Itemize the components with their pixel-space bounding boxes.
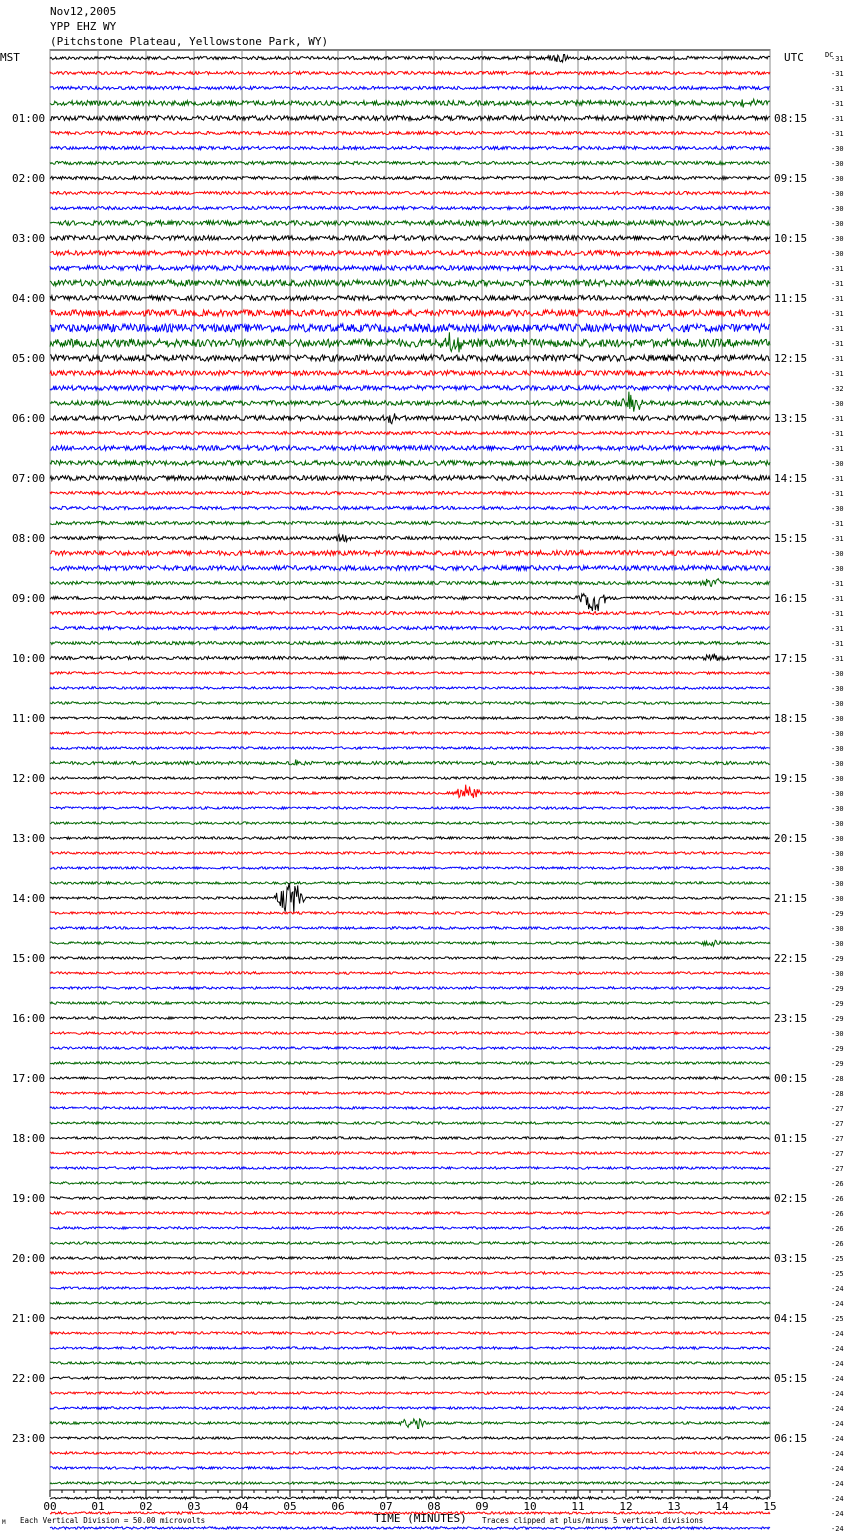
dc-value: -24 bbox=[831, 1390, 844, 1398]
dc-value: -30 bbox=[831, 250, 844, 258]
dc-value: -27 bbox=[831, 1135, 844, 1143]
seismic-trace bbox=[50, 521, 770, 524]
mst-hour-label: 16:00 bbox=[12, 1012, 46, 1025]
seismic-trace bbox=[50, 1407, 770, 1409]
utc-hour-label: 23:15 bbox=[774, 1012, 808, 1025]
footer-right-note: Traces clipped at plus/minus 5 vertical divisions bbox=[482, 1516, 704, 1525]
seismic-trace bbox=[50, 1122, 770, 1124]
dc-value: -31 bbox=[831, 130, 844, 138]
seismic-trace bbox=[50, 1242, 770, 1244]
mst-hour-label: 05:00 bbox=[12, 352, 46, 365]
seismic-trace bbox=[50, 355, 770, 361]
seismic-trace bbox=[50, 280, 770, 286]
mst-hour-label: 01:00 bbox=[12, 112, 46, 125]
seismic-trace bbox=[50, 431, 770, 434]
dc-value: -31 bbox=[831, 355, 844, 363]
utc-hour-label: 19:15 bbox=[774, 772, 808, 785]
seismic-trace bbox=[50, 1227, 770, 1229]
dc-value: -30 bbox=[831, 700, 844, 708]
utc-hour-label: 15:15 bbox=[774, 532, 808, 545]
x-tick-label: 06 bbox=[331, 1500, 345, 1513]
dc-value: -31 bbox=[831, 70, 844, 78]
seismic-trace bbox=[50, 146, 770, 149]
seismic-trace bbox=[50, 594, 770, 611]
utc-hour-label: 11:15 bbox=[774, 292, 808, 305]
seismic-trace bbox=[50, 940, 770, 946]
seismic-trace bbox=[50, 86, 770, 89]
dc-value: -31 bbox=[831, 325, 844, 333]
utc-hour-label: 08:15 bbox=[774, 112, 808, 125]
dc-value: -31 bbox=[831, 475, 844, 483]
seismic-trace bbox=[50, 1377, 770, 1379]
seismic-trace bbox=[50, 912, 770, 914]
seismic-trace bbox=[50, 71, 770, 74]
seismic-trace bbox=[50, 310, 770, 316]
seismic-trace bbox=[50, 1062, 770, 1064]
seismic-trace bbox=[50, 206, 770, 209]
mst-hour-label: 23:00 bbox=[12, 1432, 46, 1445]
dc-value: -29 bbox=[831, 1060, 844, 1068]
utc-hour-label: 20:15 bbox=[774, 832, 808, 845]
dc-value: -31 bbox=[831, 595, 844, 603]
seismic-trace bbox=[50, 1467, 770, 1469]
utc-hour-label: 14:15 bbox=[774, 472, 808, 485]
seismic-trace bbox=[50, 534, 770, 541]
dc-value: -29 bbox=[831, 910, 844, 918]
dc-value: -30 bbox=[831, 460, 844, 468]
dc-value: -27 bbox=[831, 1120, 844, 1128]
dc-value: -27 bbox=[831, 1165, 844, 1173]
dc-value: -24 bbox=[831, 1465, 844, 1473]
dc-value: -30 bbox=[831, 400, 844, 408]
dc-value: -25 bbox=[831, 1270, 844, 1278]
utc-hour-label: 01:15 bbox=[774, 1132, 808, 1145]
time-axis bbox=[43, 1490, 776, 1513]
left-zone-label: MST bbox=[0, 51, 20, 64]
seismic-trace bbox=[50, 1002, 770, 1004]
dc-value: -31 bbox=[831, 370, 844, 378]
dc-value: -31 bbox=[831, 430, 844, 438]
seismic-trace bbox=[50, 1437, 770, 1439]
mst-hour-label: 22:00 bbox=[12, 1372, 46, 1385]
dc-value: -24 bbox=[831, 1510, 844, 1518]
seismic-trace bbox=[50, 611, 770, 614]
dc-value: -30 bbox=[831, 145, 844, 153]
seismic-trace bbox=[50, 747, 770, 749]
dc-value: -30 bbox=[831, 940, 844, 948]
mst-hour-label: 19:00 bbox=[12, 1192, 46, 1205]
seismic-trace bbox=[50, 1107, 770, 1109]
dc-value: -24 bbox=[831, 1435, 844, 1443]
dc-value: -30 bbox=[831, 205, 844, 213]
location-label: (Pitchstone Plateau, Yellowstone Park, WY) bbox=[50, 35, 329, 48]
seismic-trace bbox=[50, 131, 770, 134]
seismic-trace bbox=[50, 251, 770, 256]
mst-hour-label: 03:00 bbox=[12, 232, 46, 245]
dc-value: -31 bbox=[831, 310, 844, 318]
seismic-trace bbox=[50, 371, 770, 376]
dc-value: -31 bbox=[831, 55, 844, 63]
dc-value: -24 bbox=[831, 1345, 844, 1353]
seismic-trace bbox=[50, 1347, 770, 1349]
dc-value: -25 bbox=[831, 1255, 844, 1263]
dc-value: -31 bbox=[831, 295, 844, 303]
seismic-trace bbox=[50, 1362, 770, 1364]
x-axis-label: TIME (MINUTES) bbox=[374, 1512, 467, 1525]
seismic-trace bbox=[50, 55, 770, 63]
seismic-trace bbox=[50, 717, 770, 719]
utc-hour-label: 09:15 bbox=[774, 172, 808, 185]
seismic-trace bbox=[50, 551, 770, 556]
seismic-trace bbox=[50, 1047, 770, 1049]
seismic-trace bbox=[50, 927, 770, 929]
seismic-trace bbox=[50, 1017, 770, 1019]
dc-value: -29 bbox=[831, 1000, 844, 1008]
x-tick-label: 00 bbox=[43, 1500, 57, 1513]
utc-hour-label: 16:15 bbox=[774, 592, 808, 605]
dc-value: -30 bbox=[831, 895, 844, 903]
station-label: YPP EHZ WY bbox=[50, 20, 117, 33]
dc-value: -30 bbox=[831, 835, 844, 843]
seismic-trace bbox=[50, 641, 770, 644]
seismic-trace bbox=[50, 1137, 770, 1139]
dc-value: -31 bbox=[831, 520, 844, 528]
seismic-trace bbox=[50, 1077, 770, 1079]
seismic-trace bbox=[50, 867, 770, 869]
dc-value: -24 bbox=[831, 1420, 844, 1428]
seismic-trace bbox=[50, 191, 770, 194]
dc-value: -31 bbox=[831, 115, 844, 123]
seismic-traces bbox=[50, 55, 770, 1534]
dc-value: -24 bbox=[831, 1525, 844, 1533]
dc-value: -28 bbox=[831, 1090, 844, 1098]
dc-value: -31 bbox=[831, 415, 844, 423]
dc-value: -31 bbox=[831, 265, 844, 273]
seismic-trace bbox=[50, 566, 770, 571]
x-tick-label: 15 bbox=[763, 1500, 777, 1513]
mst-hour-label: 14:00 bbox=[12, 892, 46, 905]
seismic-trace bbox=[50, 785, 770, 798]
x-tick-label: 07 bbox=[379, 1500, 393, 1513]
seismic-trace bbox=[50, 324, 770, 332]
seismic-trace bbox=[50, 236, 770, 241]
utc-hour-label: 03:15 bbox=[774, 1252, 808, 1265]
dc-value: -30 bbox=[831, 175, 844, 183]
x-tick-label: 10 bbox=[523, 1500, 537, 1513]
utc-hour-label: 10:15 bbox=[774, 232, 808, 245]
seismic-trace bbox=[50, 1302, 770, 1304]
utc-hour-label: 05:15 bbox=[774, 1372, 808, 1385]
seismic-trace bbox=[50, 1167, 770, 1169]
x-tick-label: 05 bbox=[283, 1500, 297, 1513]
dc-value: -31 bbox=[831, 85, 844, 93]
dc-value: -31 bbox=[831, 625, 844, 633]
seismic-trace bbox=[50, 1182, 770, 1184]
utc-hour-label: 18:15 bbox=[774, 712, 808, 725]
seismic-trace bbox=[50, 1257, 770, 1259]
dc-value: -31 bbox=[831, 535, 844, 543]
dc-value: -30 bbox=[831, 925, 844, 933]
dc-value: -30 bbox=[831, 760, 844, 768]
dc-value: -30 bbox=[831, 775, 844, 783]
seismic-trace bbox=[50, 413, 770, 423]
dc-value: -30 bbox=[831, 850, 844, 858]
dc-value: -30 bbox=[831, 565, 844, 573]
dc-value: -30 bbox=[831, 790, 844, 798]
seismic-trace bbox=[50, 1332, 770, 1334]
dc-value: -24 bbox=[831, 1285, 844, 1293]
seismic-trace bbox=[50, 807, 770, 809]
mst-hour-label: 02:00 bbox=[12, 172, 46, 185]
seismic-trace bbox=[50, 1197, 770, 1199]
dc-value: -24 bbox=[831, 1330, 844, 1338]
dc-value: -30 bbox=[831, 865, 844, 873]
seismic-trace bbox=[50, 760, 770, 766]
seismic-trace bbox=[50, 1032, 770, 1034]
utc-hour-label: 21:15 bbox=[774, 892, 808, 905]
dc-value: -30 bbox=[831, 685, 844, 693]
utc-hour-label: 22:15 bbox=[774, 952, 808, 965]
seismic-trace bbox=[50, 161, 770, 164]
seismic-trace bbox=[50, 296, 770, 301]
seismic-trace bbox=[50, 506, 770, 509]
dc-value: -24 bbox=[831, 1405, 844, 1413]
dc-value: -24 bbox=[831, 1495, 844, 1503]
seismic-trace bbox=[50, 987, 770, 989]
dc-value: -26 bbox=[831, 1180, 844, 1188]
seismic-trace bbox=[50, 446, 770, 451]
seismic-trace bbox=[50, 1497, 770, 1499]
dc-value: -30 bbox=[831, 880, 844, 888]
utc-hour-label: 06:15 bbox=[774, 1432, 808, 1445]
seismic-trace bbox=[50, 99, 770, 107]
mst-hour-label: 21:00 bbox=[12, 1312, 46, 1325]
dc-offset-labels bbox=[831, 55, 844, 1534]
dc-value: -30 bbox=[831, 190, 844, 198]
dc-value: -32 bbox=[831, 385, 844, 393]
seismic-trace bbox=[50, 626, 770, 629]
dc-value: -30 bbox=[831, 745, 844, 753]
corner-mark: M bbox=[2, 1519, 6, 1526]
dc-value: -30 bbox=[831, 970, 844, 978]
mst-hour-label: 13:00 bbox=[12, 832, 46, 845]
dc-value: -31 bbox=[831, 490, 844, 498]
dc-value: -31 bbox=[831, 580, 844, 588]
mst-hour-label: 11:00 bbox=[12, 712, 46, 725]
seismic-trace bbox=[50, 882, 770, 884]
dc-value: -29 bbox=[831, 955, 844, 963]
seismic-trace bbox=[50, 1212, 770, 1214]
seismic-trace bbox=[50, 1392, 770, 1394]
x-tick-label: 04 bbox=[235, 1500, 249, 1513]
footer-left-note: Each Vertical Division = 50.00 microvolts bbox=[20, 1516, 206, 1525]
seismic-trace bbox=[50, 972, 770, 974]
seismic-trace bbox=[50, 1527, 770, 1529]
mst-hour-label: 15:00 bbox=[12, 952, 46, 965]
seismic-trace bbox=[50, 777, 770, 779]
seismic-trace bbox=[50, 116, 770, 121]
mst-hour-label: 20:00 bbox=[12, 1252, 46, 1265]
x-tick-label: 13 bbox=[667, 1500, 681, 1513]
seismic-trace bbox=[50, 883, 770, 913]
dc-value: -24 bbox=[831, 1360, 844, 1368]
dc-value: -30 bbox=[831, 550, 844, 558]
dc-value: -25 bbox=[831, 1315, 844, 1323]
seismic-trace bbox=[50, 687, 770, 689]
date-label: Nov12,2005 bbox=[50, 5, 117, 18]
seismic-trace bbox=[50, 822, 770, 824]
x-tick-label: 12 bbox=[619, 1500, 633, 1513]
seismic-trace bbox=[50, 957, 770, 959]
dc-header-label: DC bbox=[825, 51, 834, 59]
seismic-trace bbox=[50, 579, 770, 587]
dc-value: -30 bbox=[831, 220, 844, 228]
mst-hour-label: 18:00 bbox=[12, 1132, 46, 1145]
seismic-trace bbox=[50, 732, 770, 734]
dc-value: -30 bbox=[831, 505, 844, 513]
dc-value: -30 bbox=[831, 1030, 844, 1038]
mst-hour-label: 12:00 bbox=[12, 772, 46, 785]
mst-hour-label: 10:00 bbox=[12, 652, 46, 665]
seismic-trace bbox=[50, 476, 770, 481]
dc-value: -30 bbox=[831, 805, 844, 813]
dc-value: -26 bbox=[831, 1195, 844, 1203]
dc-value: -31 bbox=[831, 445, 844, 453]
seismic-trace bbox=[50, 221, 770, 226]
seismic-trace bbox=[50, 176, 770, 179]
dc-value: -24 bbox=[831, 1480, 844, 1488]
dc-value: -29 bbox=[831, 1015, 844, 1023]
utc-hour-label: 02:15 bbox=[774, 1192, 808, 1205]
mst-hour-label: 09:00 bbox=[12, 592, 46, 605]
utc-hour-label: 13:15 bbox=[774, 412, 808, 425]
dc-value: -30 bbox=[831, 730, 844, 738]
dc-value: -27 bbox=[831, 1150, 844, 1158]
dc-value: -31 bbox=[831, 340, 844, 348]
dc-value: -31 bbox=[831, 655, 844, 663]
utc-hour-label: 04:15 bbox=[774, 1312, 808, 1325]
x-tick-label: 01 bbox=[91, 1500, 105, 1513]
seismic-trace bbox=[50, 392, 770, 412]
seismic-trace bbox=[50, 1287, 770, 1289]
x-tick-label: 03 bbox=[187, 1500, 201, 1513]
seismic-trace bbox=[50, 1272, 770, 1274]
mst-hour-label: 04:00 bbox=[12, 292, 46, 305]
seismic-trace bbox=[50, 1419, 770, 1429]
dc-value: -24 bbox=[831, 1300, 844, 1308]
utc-hour-label: 00:15 bbox=[774, 1072, 808, 1085]
dc-value: -30 bbox=[831, 820, 844, 828]
mst-hour-label: 07:00 bbox=[12, 472, 46, 485]
dc-value: -29 bbox=[831, 1045, 844, 1053]
seismic-trace bbox=[50, 654, 770, 661]
utc-hour-label: 12:15 bbox=[774, 352, 808, 365]
mst-hour-label: 08:00 bbox=[12, 532, 46, 545]
x-tick-label: 02 bbox=[139, 1500, 153, 1513]
seismic-trace bbox=[50, 837, 770, 839]
right-zone-label: UTC bbox=[784, 51, 804, 64]
dc-value: -24 bbox=[831, 1450, 844, 1458]
x-tick-label: 14 bbox=[715, 1500, 729, 1513]
dc-value: -26 bbox=[831, 1240, 844, 1248]
x-tick-label: 11 bbox=[571, 1500, 585, 1513]
dc-value: -30 bbox=[831, 235, 844, 243]
seismic-trace bbox=[50, 332, 770, 352]
dc-value: -29 bbox=[831, 985, 844, 993]
dc-value: -31 bbox=[831, 100, 844, 108]
seismic-trace bbox=[50, 386, 770, 391]
seismic-trace bbox=[50, 491, 770, 494]
dc-value: -24 bbox=[831, 1375, 844, 1383]
seismic-trace bbox=[50, 1152, 770, 1154]
mst-hour-label: 17:00 bbox=[12, 1072, 46, 1085]
seismic-trace bbox=[50, 1482, 770, 1484]
seismic-trace bbox=[50, 1317, 770, 1319]
seismic-trace bbox=[50, 702, 770, 704]
dc-value: -30 bbox=[831, 715, 844, 723]
seismic-trace bbox=[50, 461, 770, 466]
dc-value: -30 bbox=[831, 160, 844, 168]
dc-value: -30 bbox=[831, 670, 844, 678]
seismic-trace bbox=[50, 1092, 770, 1094]
x-tick-label: 08 bbox=[427, 1500, 441, 1513]
seismic-trace bbox=[50, 1452, 770, 1454]
x-tick-label: 09 bbox=[475, 1500, 489, 1513]
dc-value: -28 bbox=[831, 1075, 844, 1083]
dc-value: -31 bbox=[831, 280, 844, 288]
dc-value: -31 bbox=[831, 640, 844, 648]
seismic-trace bbox=[50, 672, 770, 674]
dc-value: -27 bbox=[831, 1105, 844, 1113]
dc-value: -26 bbox=[831, 1225, 844, 1233]
dc-value: -26 bbox=[831, 1210, 844, 1218]
seismic-trace bbox=[50, 266, 770, 271]
mst-hour-label: 06:00 bbox=[12, 412, 46, 425]
dc-value: -31 bbox=[831, 610, 844, 618]
seismic-trace bbox=[50, 852, 770, 854]
utc-hour-label: 17:15 bbox=[774, 652, 808, 665]
